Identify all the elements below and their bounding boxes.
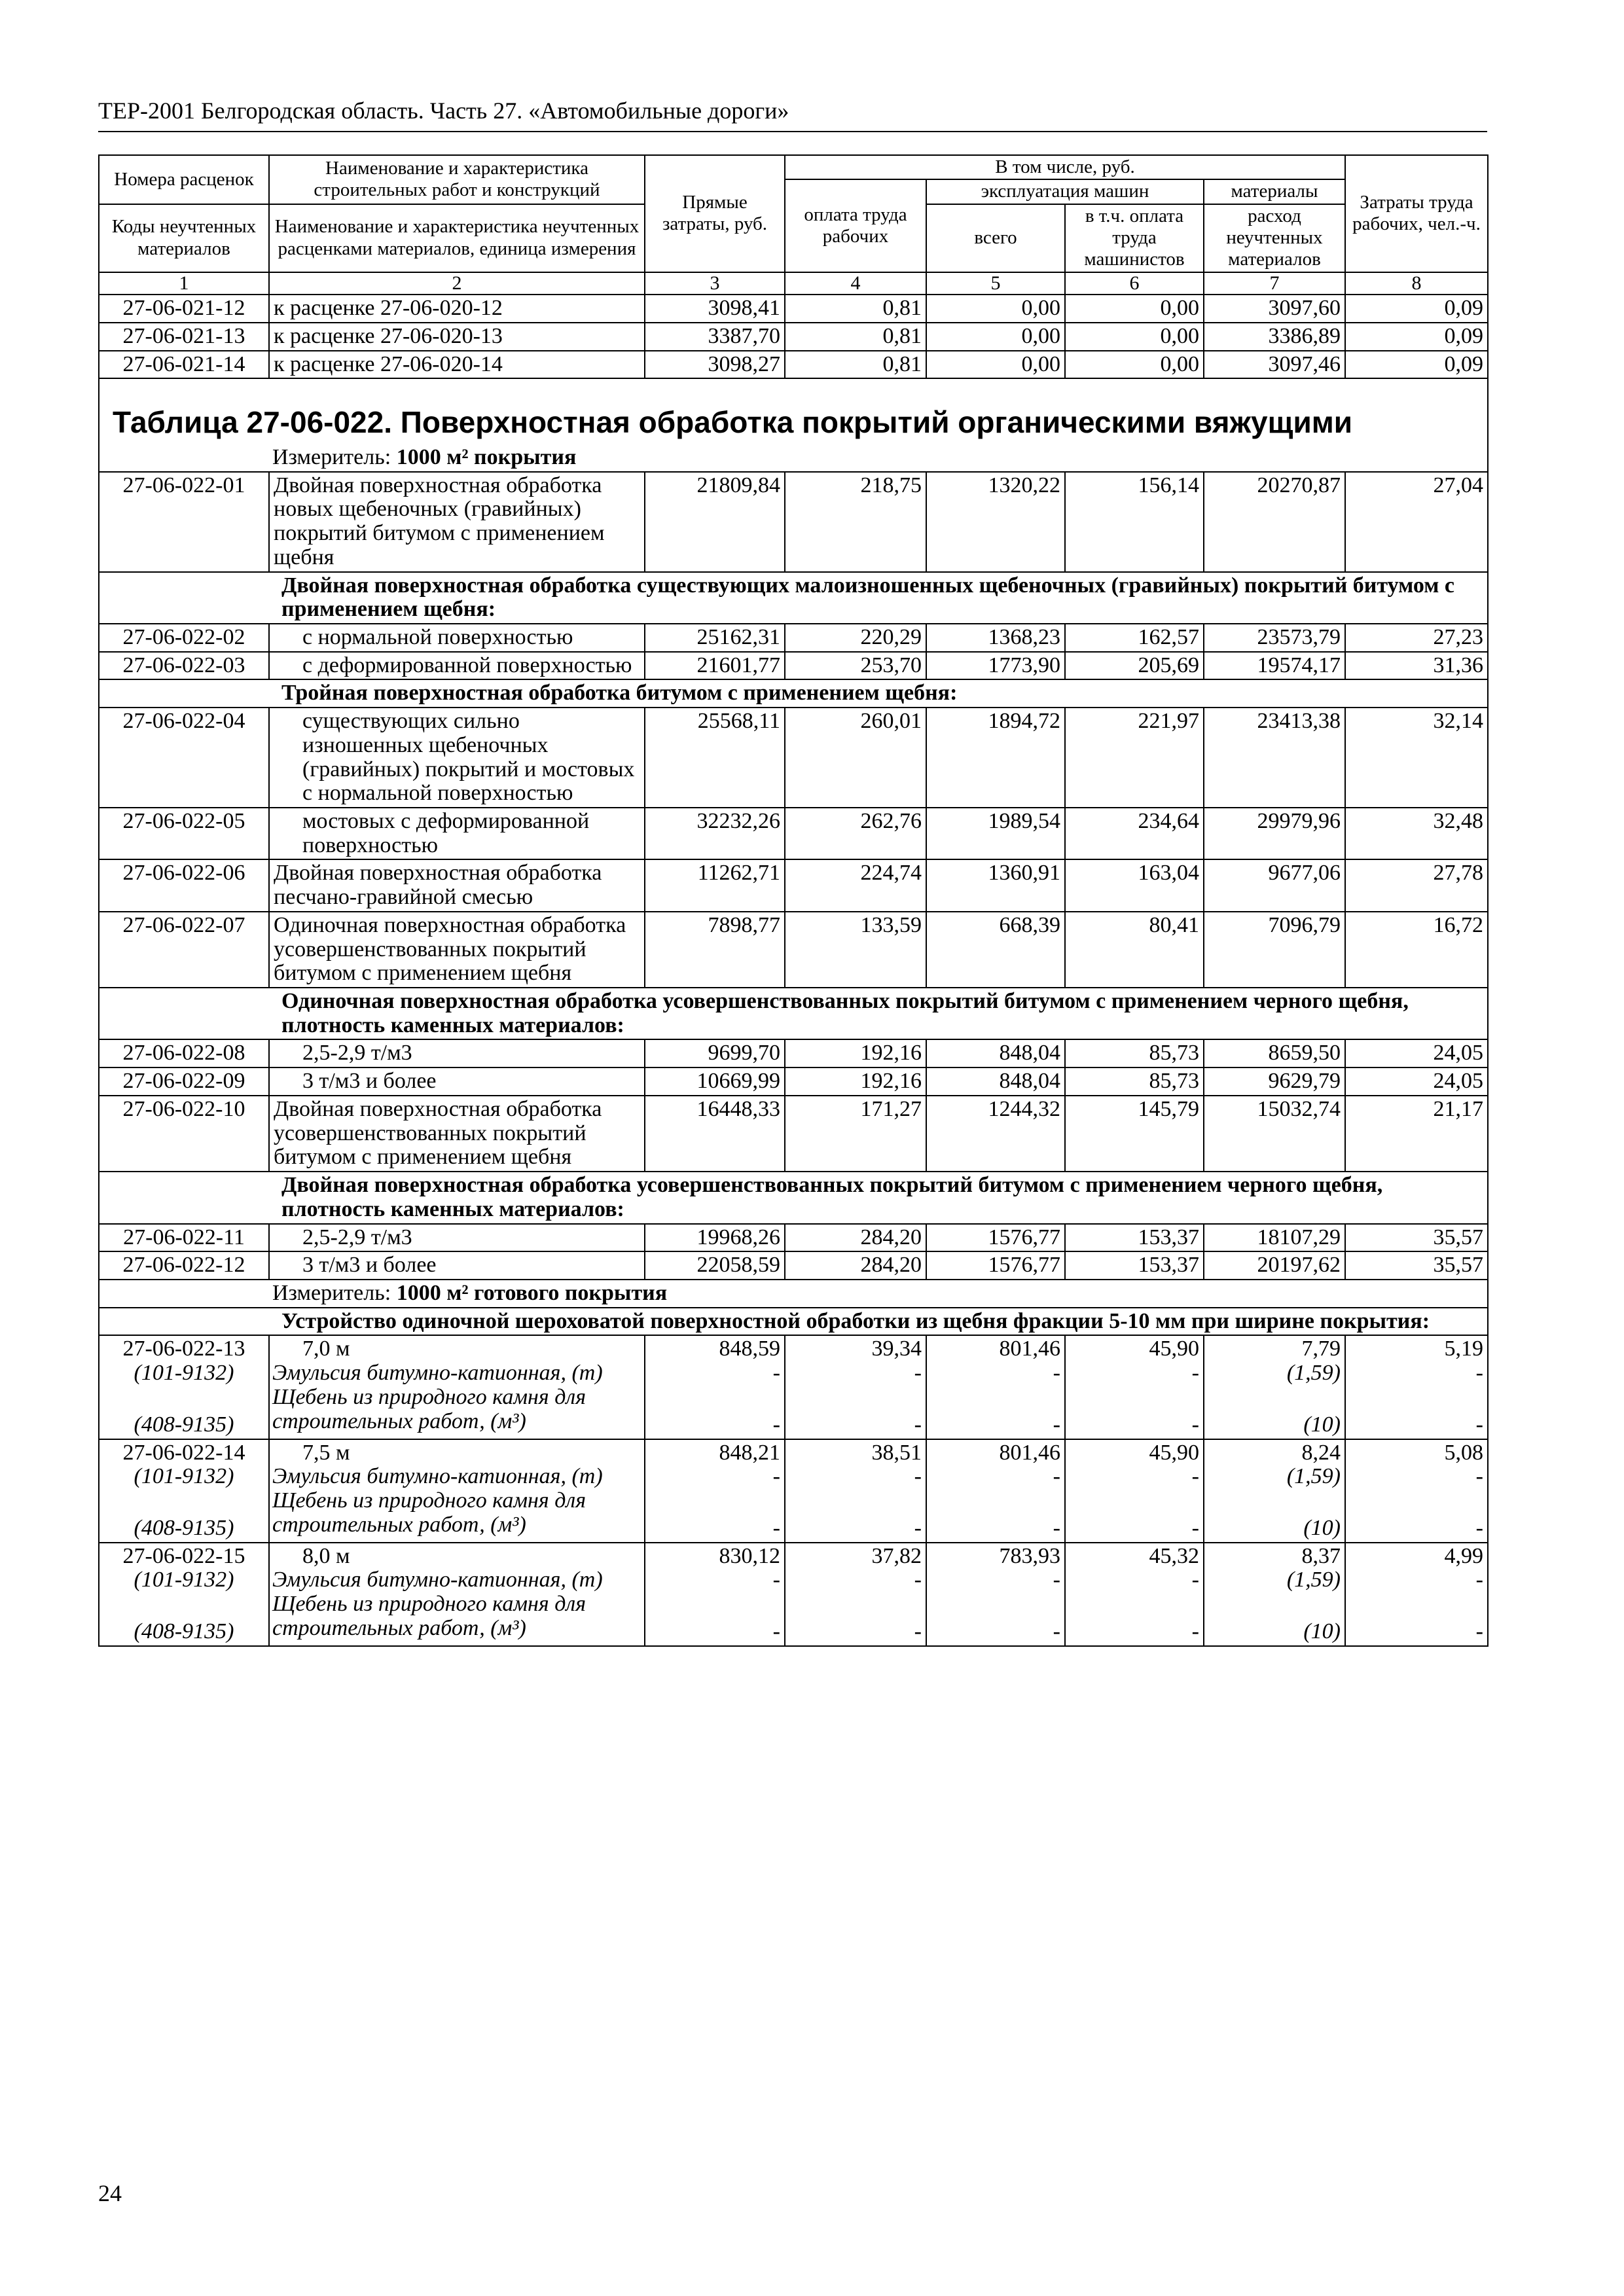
- value-cell: 153,37: [1065, 1224, 1204, 1252]
- value-cell: 1773,90: [926, 652, 1065, 680]
- group-heading: Тройная поверхностная обработка битумом с применением щебня:: [99, 679, 1488, 708]
- value-cell: [1204, 1335, 1345, 1439]
- material-name: Щебень из природного камня для строительных работ, (м³): [272, 1384, 586, 1433]
- value-cell: 80,41: [1065, 912, 1204, 988]
- group-row: [99, 988, 1488, 1039]
- work-name-cell: 3 т/м3 и более: [269, 1067, 645, 1096]
- value-cell: 133,59: [785, 912, 926, 988]
- value-cell: 85,73: [1065, 1067, 1204, 1096]
- measure-value: 1000 м² покрытия: [396, 444, 577, 469]
- group-heading: Устройство одиночной шероховатой поверхностной обработки из щебня фракции 5-10 мм при ширине покрытия:: [99, 1308, 1488, 1336]
- value-cell: 220,29: [785, 624, 926, 652]
- value-cell: 3098,41: [645, 295, 785, 323]
- group-heading: Одиночная поверхностная обработка усовершенствованных покрытий битумом с применением черного щебня, плотность каменных материалов:: [99, 988, 1488, 1039]
- material-value: -: [914, 1515, 922, 1540]
- rate-code-cell: 27-06-022-07: [99, 912, 269, 988]
- value-cell: 85,73: [1065, 1039, 1204, 1067]
- col-header-material-use: расход неучтенных материалов: [1204, 204, 1345, 272]
- table-row: [99, 1439, 1488, 1543]
- value-cell: 11262,71: [645, 859, 785, 911]
- value-cell: 32232,26: [645, 808, 785, 859]
- rate-code: 27-06-022-15: [122, 1543, 245, 1568]
- material-value: -: [772, 1619, 780, 1644]
- value-cell: 284,20: [785, 1251, 926, 1280]
- column-number: 8: [1345, 272, 1488, 295]
- material-value: -: [1191, 1464, 1199, 1489]
- value-cell: 163,04: [1065, 859, 1204, 911]
- table-row: [99, 1096, 1488, 1172]
- rate-code-cell: 27-06-021-13: [99, 323, 269, 351]
- material-value: -: [1053, 1568, 1060, 1592]
- col-header-materials: материалы: [1204, 179, 1345, 204]
- material-value: -: [772, 1515, 780, 1540]
- value-cell: 20197,62: [1204, 1251, 1345, 1280]
- running-header: ТЕР-2001 Белгородская область. Часть 27. «Автомобильные дороги»: [98, 98, 789, 124]
- rate-code-cell: 27-06-022-02: [99, 624, 269, 652]
- value: 39,34: [871, 1336, 922, 1361]
- value-cell: 19574,17: [1204, 652, 1345, 680]
- value-cell: 20270,87: [1204, 472, 1345, 572]
- table-row: [99, 1039, 1488, 1067]
- value-cell: [1345, 1543, 1488, 1646]
- work-name-cell: Двойная поверхностная обработка новых щебеночных (гравийных) покрытий битумом с применением щебня: [269, 472, 645, 572]
- work-name-cell: 2,5-2,9 т/м3: [269, 1039, 645, 1067]
- value-cell: 24,05: [1345, 1039, 1488, 1067]
- group-row: [99, 1172, 1488, 1223]
- value-cell: 0,81: [785, 295, 926, 323]
- value-cell: [645, 1543, 785, 1646]
- value-cell: 218,75: [785, 472, 926, 572]
- value-cell: [926, 1439, 1065, 1543]
- material-value: -: [1191, 1619, 1199, 1644]
- work-name-cell: с нормальной поверхностью: [269, 624, 645, 652]
- value: 37,82: [871, 1543, 922, 1568]
- work-name-cell: 2,5-2,9 т/м3: [269, 1224, 645, 1252]
- value-cell: 23573,79: [1204, 624, 1345, 652]
- material-value: -: [1053, 1619, 1060, 1644]
- value-cell: 10669,99: [645, 1067, 785, 1096]
- value-cell: 35,57: [1345, 1251, 1488, 1280]
- value-cell: 1368,23: [926, 624, 1065, 652]
- material-name: Эмульсия битумно-катионная, (т): [272, 1464, 603, 1489]
- price-table: [98, 154, 1489, 1647]
- rate-code-cell: 27-06-022-08: [99, 1039, 269, 1067]
- measure-label: Измеритель:: [272, 444, 397, 469]
- value: 830,12: [719, 1543, 780, 1568]
- value-cell: 8659,50: [1204, 1039, 1345, 1067]
- value-cell: 234,64: [1065, 808, 1204, 859]
- value-cell: 848,04: [926, 1039, 1065, 1067]
- value-cell: 31,36: [1345, 652, 1488, 680]
- rate-code-cell: [99, 1335, 269, 1439]
- value-cell: 1320,22: [926, 472, 1065, 572]
- value: 848,21: [719, 1440, 780, 1465]
- value-cell: 21809,84: [645, 472, 785, 572]
- value-cell: 153,37: [1065, 1251, 1204, 1280]
- value-cell: 0,00: [926, 351, 1065, 379]
- value-cell: 1576,77: [926, 1251, 1065, 1280]
- value-cell: [1204, 1543, 1345, 1646]
- table-row: [99, 1251, 1488, 1280]
- value-cell: 0,00: [926, 295, 1065, 323]
- material-value: (1,59): [1286, 1568, 1341, 1592]
- rate-code: 27-06-022-14: [122, 1440, 245, 1465]
- value: 5,08: [1444, 1440, 1483, 1465]
- material-value: (10): [1303, 1412, 1341, 1437]
- value-cell: 156,14: [1065, 472, 1204, 572]
- col-header-numbers: Номера расценок: [99, 155, 269, 204]
- value-cell: 0,81: [785, 323, 926, 351]
- value: 4,99: [1444, 1543, 1483, 1568]
- column-number: 3: [645, 272, 785, 295]
- value-cell: 1244,32: [926, 1096, 1065, 1172]
- col-header-labor: Затраты труда рабочих, чел.-ч.: [1345, 155, 1488, 272]
- rate-code-cell: 27-06-022-01: [99, 472, 269, 572]
- table-row: [99, 1067, 1488, 1096]
- material-value: -: [1475, 1515, 1483, 1540]
- value-cell: [1065, 1543, 1204, 1646]
- table-row: [99, 472, 1488, 572]
- material-value: -: [1475, 1464, 1483, 1489]
- value-cell: 32,14: [1345, 708, 1488, 808]
- value-cell: 32,48: [1345, 808, 1488, 859]
- value-cell: 25568,11: [645, 708, 785, 808]
- work-name-cell: [269, 1543, 645, 1646]
- value-cell: 0,00: [1065, 351, 1204, 379]
- material-code: (101-9132): [134, 1361, 234, 1386]
- group-heading: Двойная поверхностная обработка существующих малоизношенных щебеночных (гравийных) покрытий битумом с применением щебня:: [99, 572, 1488, 624]
- value-cell: [1065, 1439, 1204, 1543]
- material-name: Эмульсия битумно-катионная, (т): [272, 1568, 603, 1592]
- col-header-material-codes: Коды неучтенных материалов: [99, 204, 269, 272]
- material-code: (408-9135): [134, 1619, 234, 1644]
- rate-code-cell: 27-06-021-14: [99, 351, 269, 379]
- material-value: -: [914, 1464, 922, 1489]
- value-cell: [1204, 1439, 1345, 1543]
- col-header-direct-costs: Прямые затраты, руб.: [645, 155, 785, 272]
- header-rule: [98, 131, 1487, 132]
- work-name-cell: 3 т/м3 и более: [269, 1251, 645, 1280]
- material-value: -: [772, 1464, 780, 1489]
- material-value: (10): [1303, 1619, 1341, 1644]
- value-cell: 0,09: [1345, 351, 1488, 379]
- col-header-machines-total: всего: [926, 204, 1065, 272]
- work-name-cell: мостовых с деформированной поверхностью: [269, 808, 645, 859]
- col-header-name: Наименование и характеристика строительных работ и конструкций: [269, 155, 645, 204]
- col-header-worker-pay: оплата труда рабочих: [785, 179, 926, 272]
- measure-unit: [99, 444, 1488, 472]
- col-header-machines: эксплуатация машин: [926, 179, 1204, 204]
- material-value: (10): [1303, 1515, 1341, 1540]
- col-header-material-names: Наименование и характеристика неучтенных расценками материалов, единица измерения: [269, 204, 645, 272]
- value: 7,79: [1301, 1336, 1341, 1361]
- work-name-cell: Одиночная поверхностная обработка усовершенствованных покрытий битумом с применением щебня: [269, 912, 645, 988]
- value: 5,19: [1444, 1336, 1483, 1361]
- work-name-cell: к расценке 27-06-020-12: [269, 295, 645, 323]
- value-cell: [645, 1335, 785, 1439]
- column-number: 5: [926, 272, 1065, 295]
- material-name: Щебень из природного камня для строительных работ, (м³): [272, 1488, 586, 1537]
- value-cell: 0,00: [1065, 323, 1204, 351]
- value: 801,46: [999, 1336, 1060, 1361]
- value-cell: 192,16: [785, 1039, 926, 1067]
- value-cell: 19968,26: [645, 1224, 785, 1252]
- value-cell: 15032,74: [1204, 1096, 1345, 1172]
- rate-code-cell: 27-06-022-09: [99, 1067, 269, 1096]
- material-value: -: [914, 1412, 922, 1437]
- work-name-cell: [269, 1439, 645, 1543]
- material-code: (101-9132): [134, 1568, 234, 1592]
- value: 783,93: [999, 1543, 1060, 1568]
- value-cell: [1345, 1439, 1488, 1543]
- value-cell: 1989,54: [926, 808, 1065, 859]
- value: 8,37: [1301, 1543, 1341, 1568]
- material-value: -: [1191, 1515, 1199, 1540]
- value-cell: 260,01: [785, 708, 926, 808]
- value: 8,24: [1301, 1440, 1341, 1465]
- value: 801,46: [999, 1440, 1060, 1465]
- measure-value: 1000 м² готового покрытия: [396, 1280, 668, 1305]
- table-row: [99, 859, 1488, 911]
- value-cell: 1360,91: [926, 859, 1065, 911]
- value-cell: 27,78: [1345, 859, 1488, 911]
- measure-row: [99, 444, 1488, 472]
- rate-code-cell: 27-06-022-12: [99, 1251, 269, 1280]
- work-name: 7,5 м: [302, 1440, 350, 1465]
- value-cell: [1065, 1335, 1204, 1439]
- material-value: -: [1053, 1515, 1060, 1540]
- work-name-cell: к расценке 27-06-020-14: [269, 351, 645, 379]
- value-cell: 27,23: [1345, 624, 1488, 652]
- work-name-cell: Двойная поверхностная обработка песчано-гравийной смесью: [269, 859, 645, 911]
- value-cell: [785, 1543, 926, 1646]
- value-cell: 205,69: [1065, 652, 1204, 680]
- group-row: [99, 679, 1488, 708]
- rate-code-cell: 27-06-022-04: [99, 708, 269, 808]
- table-row: [99, 912, 1488, 988]
- value-cell: 0,00: [926, 323, 1065, 351]
- work-name: 7,0 м: [302, 1336, 350, 1361]
- rate-code-cell: [99, 1543, 269, 1646]
- material-value: -: [1053, 1361, 1060, 1386]
- value-cell: 27,04: [1345, 472, 1488, 572]
- work-name-cell: Двойная поверхностная обработка усовершенствованных покрытий битумом с применением щебня: [269, 1096, 645, 1172]
- measure-row: [99, 1280, 1488, 1308]
- work-name-cell: [269, 1335, 645, 1439]
- value-cell: 25162,31: [645, 624, 785, 652]
- work-name: 8,0 м: [302, 1543, 350, 1568]
- value-cell: 1576,77: [926, 1224, 1065, 1252]
- value: 45,32: [1149, 1543, 1199, 1568]
- material-value: -: [1475, 1361, 1483, 1386]
- table-row: [99, 708, 1488, 808]
- rate-code-cell: 27-06-022-03: [99, 652, 269, 680]
- work-name-cell: с деформированной поверхностью: [269, 652, 645, 680]
- material-code: (101-9132): [134, 1464, 234, 1489]
- group-heading: Двойная поверхностная обработка усовершенствованных покрытий битумом с применением черного щебня, плотность каменных материалов:: [99, 1172, 1488, 1223]
- rate-code-cell: [99, 1439, 269, 1543]
- value-cell: 21,17: [1345, 1096, 1488, 1172]
- value-cell: 9629,79: [1204, 1067, 1345, 1096]
- column-number: 6: [1065, 272, 1204, 295]
- measure-label: Измеритель:: [272, 1280, 397, 1305]
- value-cell: 29979,96: [1204, 808, 1345, 859]
- rate-code-cell: 27-06-022-10: [99, 1096, 269, 1172]
- value-cell: 3097,60: [1204, 295, 1345, 323]
- col-header-operator-pay: в т.ч. оплата труда машинистов: [1065, 204, 1204, 272]
- value-cell: 3097,46: [1204, 351, 1345, 379]
- col-header-including: В том числе, руб.: [785, 155, 1345, 179]
- material-value: -: [772, 1361, 780, 1386]
- material-value: -: [914, 1568, 922, 1592]
- table-row: [99, 323, 1488, 351]
- table-row: [99, 1543, 1488, 1646]
- value-cell: 16,72: [1345, 912, 1488, 988]
- value-cell: 253,70: [785, 652, 926, 680]
- column-number: 1: [99, 272, 269, 295]
- value-cell: 3098,27: [645, 351, 785, 379]
- rate-code-cell: 27-06-022-05: [99, 808, 269, 859]
- work-name-cell: к расценке 27-06-020-13: [269, 323, 645, 351]
- column-number-row: [99, 272, 1488, 295]
- value: 45,90: [1149, 1336, 1199, 1361]
- value-cell: 0,09: [1345, 295, 1488, 323]
- table-row: [99, 624, 1488, 652]
- value-cell: 18107,29: [1204, 1224, 1345, 1252]
- value-cell: [785, 1439, 926, 1543]
- material-name: Щебень из природного камня для строительных работ, (м³): [272, 1592, 586, 1640]
- value-cell: 22058,59: [645, 1251, 785, 1280]
- table-header-row: [99, 155, 1488, 179]
- column-number: 7: [1204, 272, 1345, 295]
- material-value: -: [1053, 1464, 1060, 1489]
- material-value: -: [1191, 1568, 1199, 1592]
- value-cell: 262,76: [785, 808, 926, 859]
- material-value: -: [772, 1568, 780, 1592]
- material-value: -: [772, 1412, 780, 1437]
- material-value: (1,59): [1286, 1361, 1341, 1386]
- material-value: -: [914, 1361, 922, 1386]
- work-name-cell: существующих сильно изношенных щебеночных (гравийных) покрытий и мостовых с нормальной поверхностью: [269, 708, 645, 808]
- value-cell: 7898,77: [645, 912, 785, 988]
- column-number: 2: [269, 272, 645, 295]
- material-value: -: [1191, 1361, 1199, 1386]
- page-number: 24: [98, 2180, 122, 2206]
- table-row: [99, 808, 1488, 859]
- group-row: [99, 1308, 1488, 1336]
- measure-unit: [99, 1280, 1488, 1308]
- value-cell: 221,97: [1065, 708, 1204, 808]
- value-cell: 23413,38: [1204, 708, 1345, 808]
- material-code: (408-9135): [134, 1412, 234, 1437]
- value-cell: 171,27: [785, 1096, 926, 1172]
- value-cell: [785, 1335, 926, 1439]
- value-cell: 192,16: [785, 1067, 926, 1096]
- value-cell: 0,81: [785, 351, 926, 379]
- value-cell: 21601,77: [645, 652, 785, 680]
- column-number: 4: [785, 272, 926, 295]
- value-cell: [1345, 1335, 1488, 1439]
- value-cell: 3386,89: [1204, 323, 1345, 351]
- value-cell: 3387,70: [645, 323, 785, 351]
- material-value: -: [1053, 1412, 1060, 1437]
- material-value: -: [1475, 1619, 1483, 1644]
- material-code: (408-9135): [134, 1515, 234, 1540]
- value-cell: 0,00: [1065, 295, 1204, 323]
- table-title-row: [99, 378, 1488, 444]
- value-cell: 848,04: [926, 1067, 1065, 1096]
- material-value: -: [914, 1619, 922, 1644]
- table-row: [99, 1224, 1488, 1252]
- table-row: [99, 351, 1488, 379]
- value-cell: 9699,70: [645, 1039, 785, 1067]
- value: 38,51: [871, 1440, 922, 1465]
- material-value: -: [1191, 1412, 1199, 1437]
- value-cell: 0,09: [1345, 323, 1488, 351]
- value: 45,90: [1149, 1440, 1199, 1465]
- table-row: [99, 1335, 1488, 1439]
- value-cell: 9677,06: [1204, 859, 1345, 911]
- value-cell: 145,79: [1065, 1096, 1204, 1172]
- value-cell: 1894,72: [926, 708, 1065, 808]
- value-cell: 24,05: [1345, 1067, 1488, 1096]
- group-row: [99, 572, 1488, 624]
- value-cell: [645, 1439, 785, 1543]
- material-value: -: [1475, 1568, 1483, 1592]
- value-cell: 284,20: [785, 1224, 926, 1252]
- material-value: (1,59): [1286, 1464, 1341, 1489]
- rate-code-cell: 27-06-022-06: [99, 859, 269, 911]
- material-name: Эмульсия битумно-катионная, (т): [272, 1361, 603, 1386]
- table-row: [99, 652, 1488, 680]
- table-row: [99, 295, 1488, 323]
- value-cell: 35,57: [1345, 1224, 1488, 1252]
- value-cell: 16448,33: [645, 1096, 785, 1172]
- value-cell: 224,74: [785, 859, 926, 911]
- table-title: Таблица 27-06-022. Поверхностная обработка покрытий органическими вяжущими: [99, 378, 1488, 444]
- value-cell: 162,57: [1065, 624, 1204, 652]
- rate-code-cell: 27-06-021-12: [99, 295, 269, 323]
- material-value: -: [1475, 1412, 1483, 1437]
- value-cell: 7096,79: [1204, 912, 1345, 988]
- value-cell: [926, 1543, 1065, 1646]
- rate-code-cell: 27-06-022-11: [99, 1224, 269, 1252]
- value: 848,59: [719, 1336, 780, 1361]
- value-cell: 668,39: [926, 912, 1065, 988]
- rate-code: 27-06-022-13: [122, 1336, 245, 1361]
- value-cell: [926, 1335, 1065, 1439]
